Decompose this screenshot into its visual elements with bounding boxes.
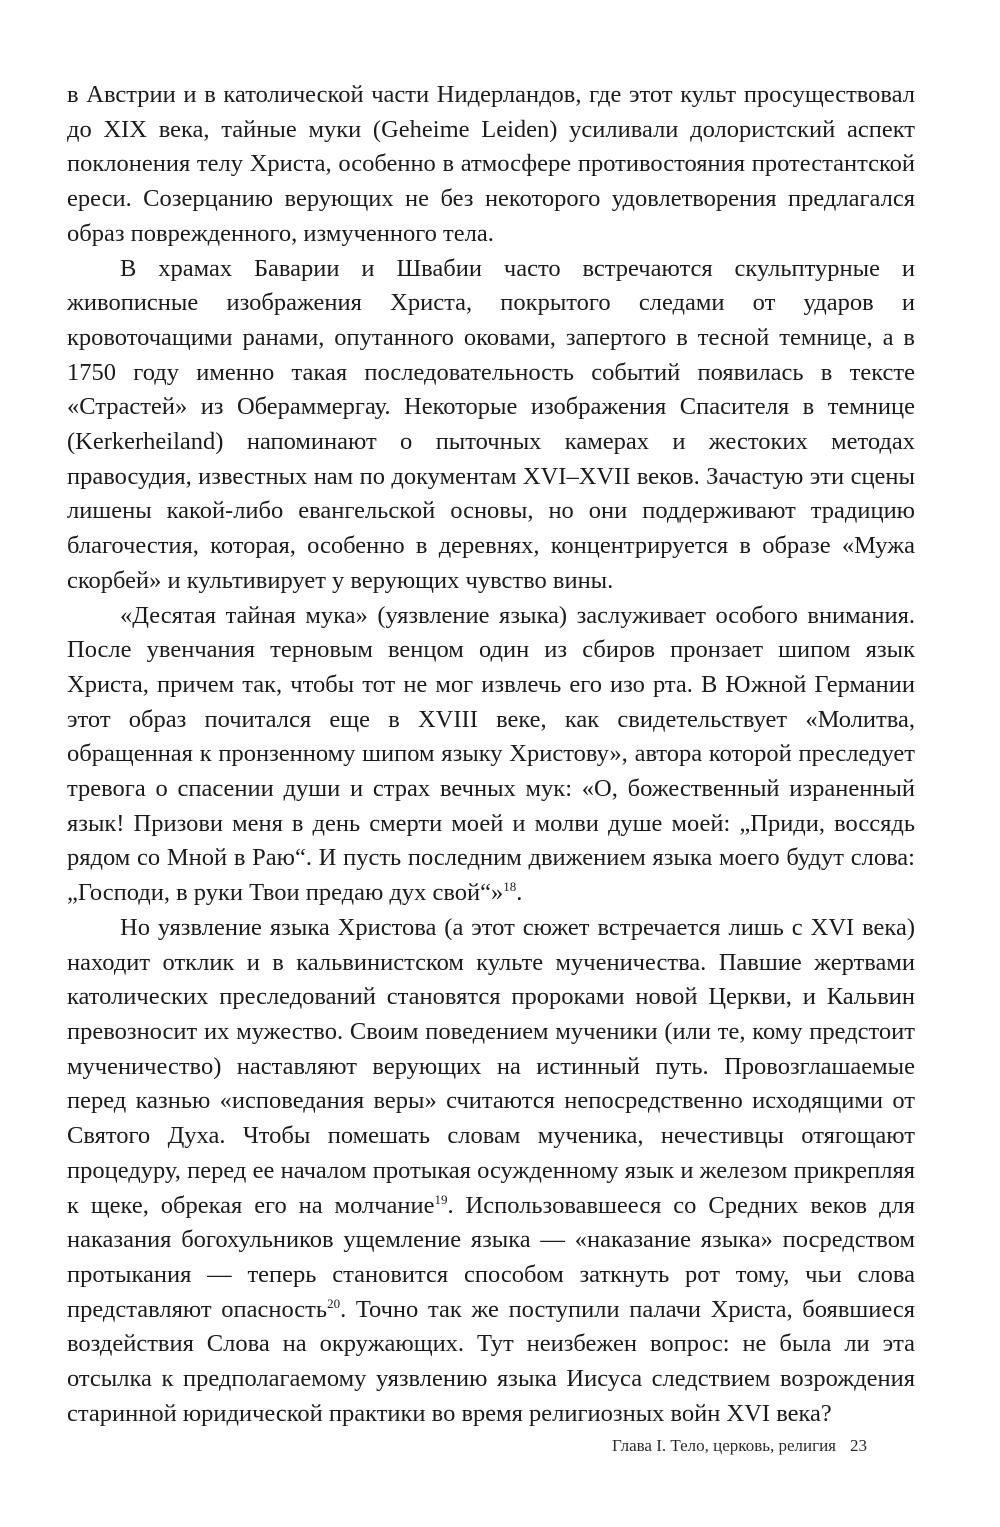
- paragraph: [67, 599, 915, 911]
- running-head: Глава I. Тело, церковь, религия: [612, 1436, 836, 1455]
- paragraph-text: . Точно так же поступили палачи Христа, боявшиеся воздействия Слова на окружающих. Тут неизбежен вопрос: не была ли эта отсылка к предполагаемому уязвлению языка Иисуса следствием возрождения старинной юридической практики во время религиозных войн XVI века?: [67, 1295, 915, 1427]
- paragraph-text: в Австрии и в католической части Нидерландов, где этот культ просуществовал до XIX века, тайные муки (Geheime Leiden) усиливали долористский аспект поклонения телу Христа, особенно в атмосфере противостояния протестантской ереси. Созерцанию верующих не без некоторого удовлетворения предлагался образ поврежденного, измученного тела.: [67, 81, 915, 247]
- paragraph: [67, 252, 915, 599]
- footnote-reference[interactable]: 19: [434, 1191, 448, 1207]
- footnote-reference[interactable]: 20: [327, 1295, 341, 1311]
- paragraph-text: .: [516, 879, 523, 907]
- footnote-reference[interactable]: 18: [503, 879, 517, 895]
- page-footer: [612, 1436, 867, 1456]
- paragraph-text: «Десятая тайная мука» (уязвление языка) заслуживает особого внимания. После увенчания терновым венцом один из сбиров пронзает шипом язык Христа, причем так, чтобы тот не мог извлечь его изо рта. В Южной Германии этот образ почитался еще в XVIII веке, как свидетельствует «Молитва, обращенная к пронзенному шипом языку Христову», автора которой преследует тревога о спасении души и страх вечных мук: «О, божественный израненный язык! Призови меня в день смерти моей и молви душе моей: „Приди, воссядь рядом со Мной в Раю“. И пусть последним движением языка моего будут слова: „Господи, в руки Твои предаю дух свой“»: [67, 601, 915, 907]
- paragraph-text: Но уязвление языка Христова (а этот сюжет встречается лишь с XVI века) находит отклик и в кальвинистском культе мученичества. Павшие жертвами католических преследований становятся пророками новой Церкви, и Кальвин превозносит их мужество. Своим поведением мученики (или те, кому предстоит мученичество) наставляют верующих на истинный путь. Провозглашаемые перед казнью «исповедания веры» считаются непосредственно исходящими от Святого Духа. Чтобы помешать словам мученика, нечестивцы отягощают процедуру, перед ее началом протыкая осужденному язык и железом прикрепляя к щеке, обрекая его на молчание: [67, 913, 915, 1219]
- paragraph: [67, 78, 915, 252]
- body-text: [67, 78, 915, 1431]
- paragraph: [67, 911, 915, 1432]
- page-number: 23: [850, 1436, 867, 1455]
- paragraph-text: . Использовавшееся со Средних веков для наказания богохульников ущемление языка — «наказание языка» посредством протыкания — теперь становится способом заткнуть рот тому, чьи слова представляют опасность: [67, 1191, 915, 1323]
- paragraph-text: В храмах Баварии и Швабии часто встречаются скульптурные и живописные изображения Христа, покрытого следами от ударов и кровоточащими ранами, опутанного оковами, запертого в тесной темнице, а в 1750 году именно такая последовательность событий появилась в тексте «Страстей» из Обераммергау. Некоторые изображения Спасителя в темнице (Kerkerheiland) напоминают о пыточных камерах и жестоких методах правосудия, известных нам по документам XVI–XVII веков. Зачастую эти сцены лишены какой-либо евангельской основы, но они поддерживают традицию благочестия, которая, особенно в деревнях, концентрируется в образе «Мужа скорбей» и культивирует у верующих чувство вины.: [67, 254, 915, 594]
